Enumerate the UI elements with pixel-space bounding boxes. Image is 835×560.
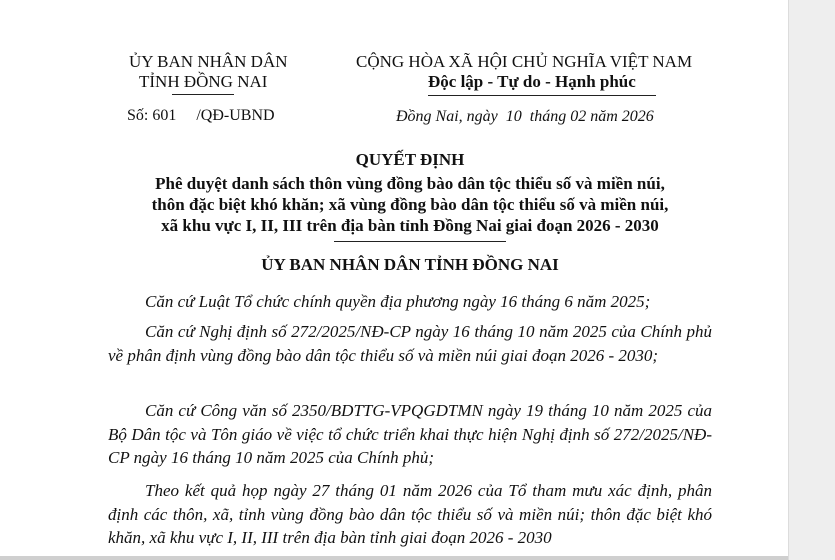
title-underline: [334, 241, 506, 242]
decision-label: QUYẾT ĐỊNH: [355, 150, 465, 169]
nation-name: CỘNG HÒA XÃ HỘI CHỦ NGHĨA VIỆT NAM: [356, 52, 693, 71]
paragraph-1: Căn cứ Luật Tổ chức chính quyền địa phương ngày 16 tháng 6 năm 2025;: [145, 292, 651, 311]
issuing-authority: ỦY BAN NHÂN DÂN TỈNH ĐỒNG NAI: [261, 255, 559, 274]
nation-motto: Độc lập - Tự do - Hạnh phúc: [428, 72, 636, 91]
org-underline: [172, 94, 234, 95]
decision-subject-line1: Phê duyệt danh sách thôn vùng đồng bào dân tộc thiểu số và miền núi,: [155, 174, 665, 193]
org-name-line2: TỈNH ĐỒNG NAI: [139, 72, 268, 91]
decision-subject-line2: thôn đặc biệt khó khăn; xã vùng đồng bào dân tộc thiểu số và miền núi,: [151, 195, 669, 214]
org-name-line1: ỦY BAN NHÂN DÂN: [129, 52, 288, 71]
paragraph-2: Căn cứ Nghị định số 272/2025/NĐ-CP ngày 16 tháng 10 năm 2025 của Chính phủ về phân định vùng đồng bào dân tộc thiểu số và miền núi giai đoạn 2026 - 2030;: [108, 322, 712, 365]
paragraph-3: Căn cứ Công văn số 2350/BDTTG-VPQGDTMN ngày 19 tháng 10 năm 2025 của Bộ Dân tộc và Tôn giáo về việc tổ chức triển khai thực hiện Nghị định số 272/2025/NĐ-CP ngày 16 tháng 10 năm 2025 của Chính phủ;: [108, 401, 712, 467]
viewer-background: [788, 0, 835, 560]
paragraph-4: Theo kết quả họp ngày 27 tháng 01 năm 2026 của Tổ tham mưu xác định, phân định các thôn, xã, tỉnh vùng đồng bào dân tộc thiểu số và miền núi; thôn đặc biệt khó khăn, xã khu vực I, II, III trên địa bàn tỉnh giai đoạn 2026 - 2030: [108, 481, 712, 547]
document-date: Đồng Nai, ngày 10 tháng 02 năm 2026: [396, 108, 654, 125]
decision-subject-line3: xã khu vực I, II, III trên địa bàn tỉnh Đồng Nai giai đoạn 2026 - 2030: [161, 216, 659, 235]
page-bottom-edge: [0, 556, 788, 560]
motto-underline: [428, 95, 656, 96]
document-number: Số: 601 /QĐ-UBND: [127, 107, 275, 124]
